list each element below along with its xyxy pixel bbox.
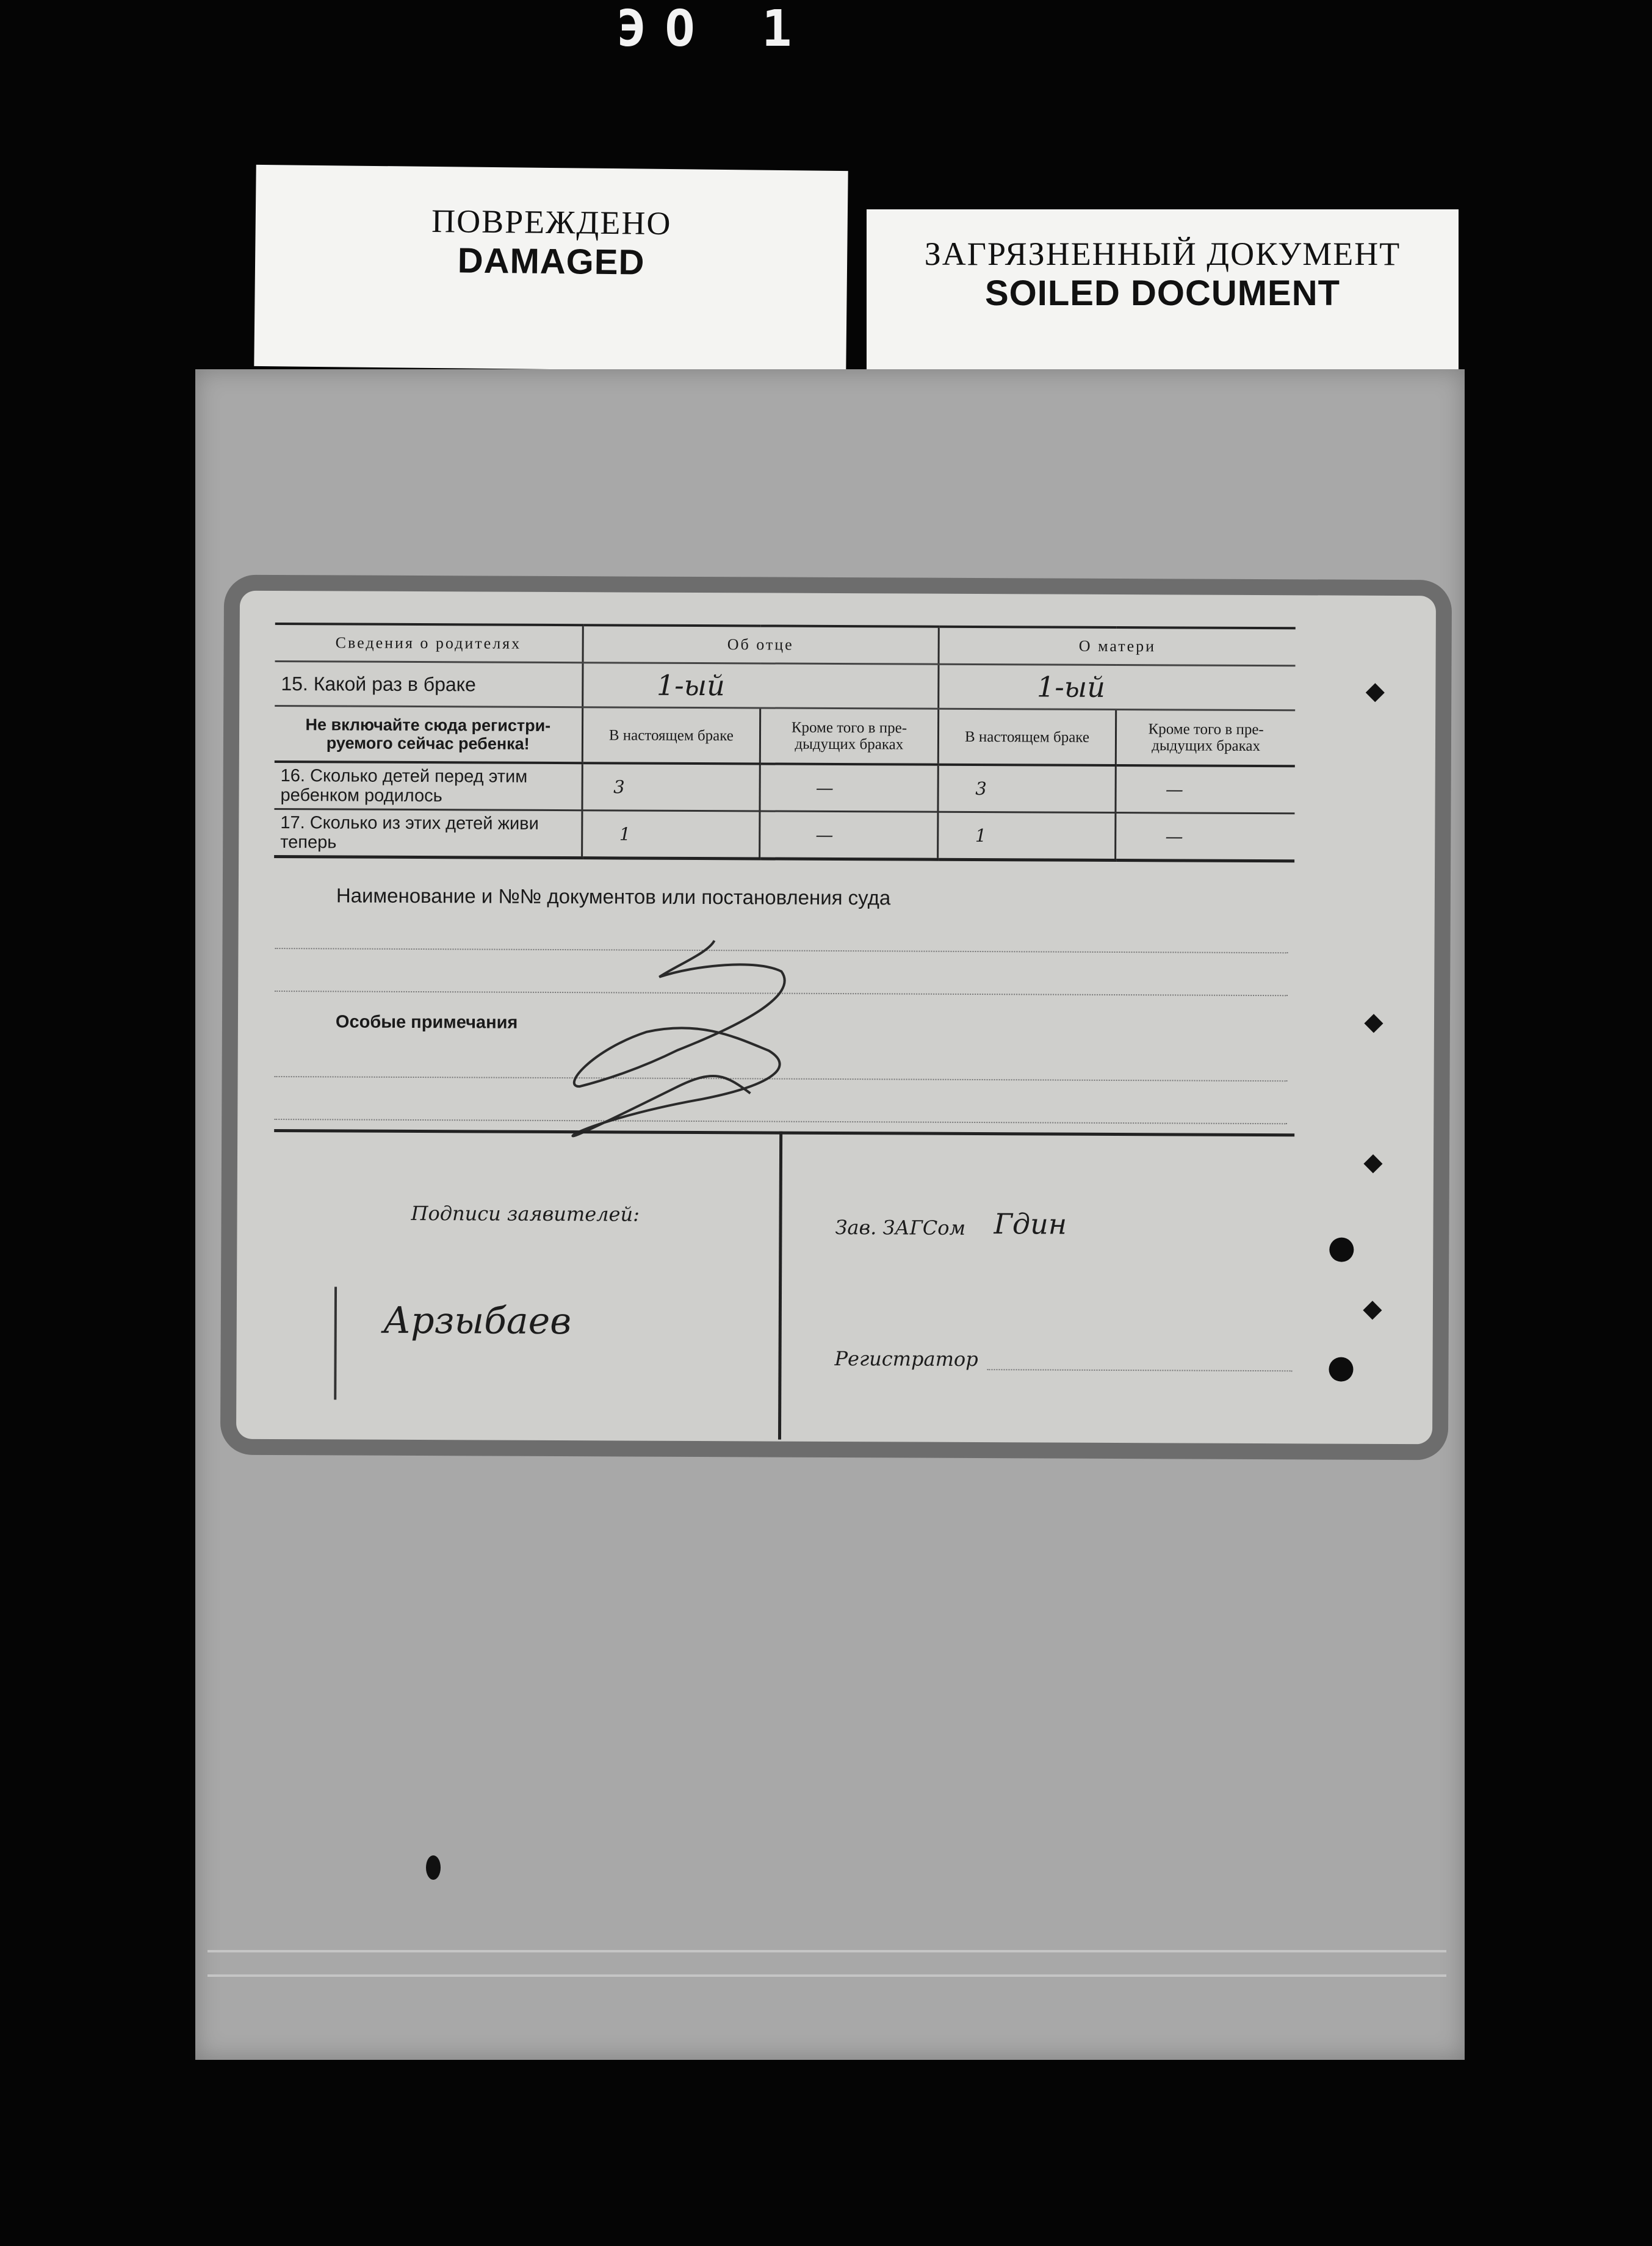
folder-crease	[207, 1974, 1446, 1977]
row16-father-current: 3	[582, 763, 760, 811]
birth-record-card	[236, 591, 1436, 1445]
row15-father: 1-ый	[582, 663, 938, 709]
soiled-label-ru: ЗАГРЯЗНЕННЫЙ ДОКУМЕНТ	[924, 236, 1401, 272]
row15-mother: 1-ый	[938, 664, 1295, 710]
binding-tear	[1366, 683, 1385, 702]
binding-tear	[1363, 1301, 1382, 1320]
father-previous-marriages-header: Кроме того в пре-дыдущих браках	[760, 708, 938, 765]
table-subheader-row	[275, 706, 1295, 766]
signature-bar	[334, 1287, 337, 1399]
row17-question: 17. Сколько из этих детей живи теперь	[274, 809, 582, 858]
documents-label: Наименование и №№ документов или постановления суда	[336, 884, 891, 909]
parents-info-table	[274, 623, 1296, 862]
frame-number: ЭО 1	[616, 0, 810, 58]
table-row	[274, 762, 1294, 814]
binding-tear	[1364, 1014, 1383, 1033]
row17-father-current: 1	[582, 811, 760, 859]
folder-crease	[207, 1950, 1446, 1952]
table-header-row	[275, 624, 1296, 666]
table-row	[275, 661, 1295, 710]
header-mother: О матери	[939, 627, 1296, 666]
father-current-marriage-header: В настоящем браке	[582, 707, 760, 764]
binding-hole	[1329, 1238, 1354, 1262]
row16-mother-current: 3	[938, 765, 1116, 813]
registrar-label: Регистратор	[834, 1346, 978, 1371]
header-father: Об отце	[583, 625, 939, 664]
special-notes-label: Особые примечания	[335, 1012, 518, 1033]
exclude-child-note: Не включайте сюда регистри-руемого сейчас ребенка!	[275, 706, 582, 763]
stain-mark	[426, 1855, 441, 1880]
zags-head-label: Зав. ЗАГСом	[835, 1215, 966, 1240]
mother-current-marriage-header: В настоящем браке	[938, 709, 1116, 765]
soiled-label-card	[867, 209, 1459, 380]
row16-father-previous: —	[760, 764, 938, 812]
damaged-label-en: DAMAGED	[457, 240, 645, 283]
row16-mother-previous: —	[1116, 765, 1295, 814]
binding-tear	[1363, 1154, 1382, 1173]
row17-father-previous: —	[760, 811, 938, 859]
mother-previous-marriages-header: Кроме того в пре-дыдущих браках	[1116, 709, 1296, 766]
damaged-label-card	[254, 165, 848, 372]
row16-question: 16. Сколько детей перед этим ребенком родилось	[274, 762, 582, 811]
zags-head-signature: Гдин	[994, 1207, 1067, 1241]
registrar-dotted-line	[987, 1369, 1292, 1371]
applicant-signature: Арзыбаев	[383, 1299, 572, 1343]
signature-divider	[778, 1132, 782, 1440]
strike-through-scribble	[555, 928, 837, 1149]
soiled-label-en: SOILED DOCUMENT	[984, 273, 1341, 313]
applicants-signatures-label: Подписи заявителей:	[411, 1201, 640, 1226]
header-parents-info: Сведения о родителях	[275, 624, 583, 663]
table-row	[274, 809, 1294, 861]
row17-mother-previous: —	[1116, 812, 1295, 861]
damaged-label-ru: ПОВРЕЖДЕНО	[431, 202, 672, 242]
row17-mother-current: 1	[937, 812, 1116, 860]
binding-hole	[1329, 1357, 1353, 1382]
row15-question: 15. Какой раз в браке	[275, 661, 582, 707]
